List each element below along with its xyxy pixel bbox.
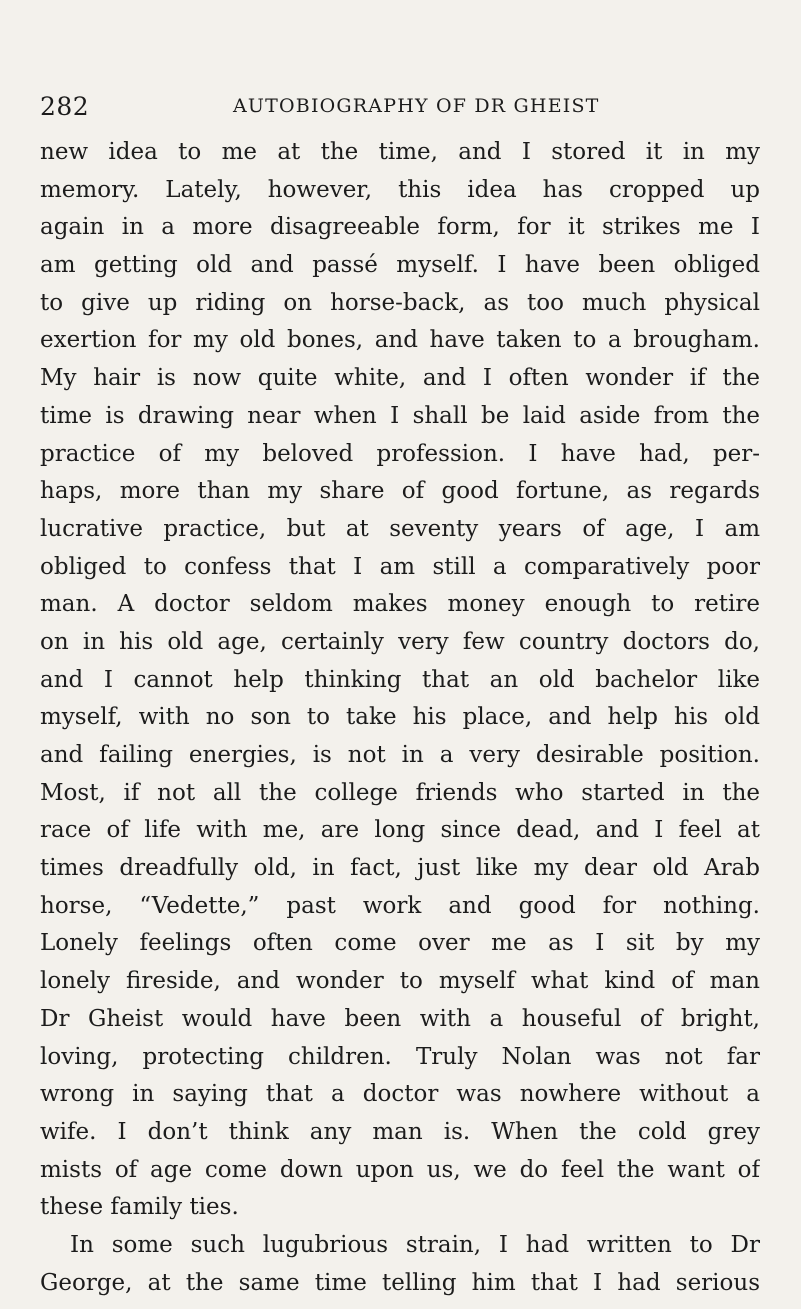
- text-line: memory. Lately, however, this idea has cropped up: [40, 176, 760, 203]
- text-line: lucrative practice, but at seventy years of age, I am: [40, 515, 760, 542]
- text-line: new idea to me at the time, and I stored it in my: [40, 139, 760, 165]
- text-line: race of life with me, are long since dead, and I feel at: [40, 817, 760, 844]
- text-line: to give up riding on horse-back, as too much physical: [40, 289, 760, 316]
- text-line: on in his old age, certainly very few country doctors do,: [40, 628, 760, 655]
- text-line: Lonely feelings often come over me as I sit by my: [40, 930, 760, 957]
- text-line: obliged to confess that I am still a comparatively poor: [40, 553, 760, 580]
- text-line: wrong in saying that a doctor was nowhere without a: [40, 1081, 760, 1108]
- text-line: mists of age come down upon us, we do feel the want of: [40, 1156, 760, 1183]
- text-line: loving, protecting children. Truly Nolan was not far: [40, 1043, 760, 1070]
- text-line: and failing energies, is not in a very desirable position.: [40, 742, 760, 768]
- body-text: [40, 134, 760, 1302]
- text-line: wife. I don’t think any man is. When the cold grey: [40, 1118, 760, 1145]
- text-line: George, at the same time telling him that I had serious: [40, 1269, 760, 1296]
- text-line: man. A doctor seldom makes money enough to retire: [40, 591, 760, 618]
- text-line: times dreadfully old, in fact, just like my dear old Arab: [40, 855, 760, 882]
- text-line: Dr Gheist would have been with a houseful of bright,: [40, 1005, 760, 1032]
- text-line: lonely fireside, and wonder to myself what kind of man: [40, 968, 760, 995]
- text-line: In some such lugubrious strain, I had written to Dr: [70, 1231, 760, 1258]
- text-line: practice of my beloved profession. I have had, per-: [40, 440, 760, 467]
- text-line: myself, with no son to take his place, and help his old: [40, 704, 760, 731]
- text-line: am getting old and passé myself. I have been obliged: [40, 252, 760, 279]
- text-line: horse, “Vedette,” past work and good for nothing.: [40, 892, 760, 919]
- text-line: haps, more than my share of good fortune, as regards: [40, 478, 760, 505]
- text-line: again in a more disagreeable form, for it strikes me I: [40, 214, 760, 241]
- text-line: and I cannot help thinking that an old bachelor like: [40, 666, 760, 693]
- text-line: My hair is now quite white, and I often wonder if the: [40, 365, 760, 392]
- page-number: 282: [40, 92, 90, 121]
- page-header: [40, 92, 760, 122]
- text-line: time is drawing near when I shall be laid aside from the: [40, 402, 760, 429]
- text-line: these family ties.: [40, 1194, 239, 1221]
- text-line: exertion for my old bones, and have taken to a brougham.: [40, 327, 760, 354]
- running-head: AUTOBIOGRAPHY OF DR GHEIST: [233, 95, 600, 117]
- text-line: Most, if not all the college friends who started in the: [40, 779, 760, 806]
